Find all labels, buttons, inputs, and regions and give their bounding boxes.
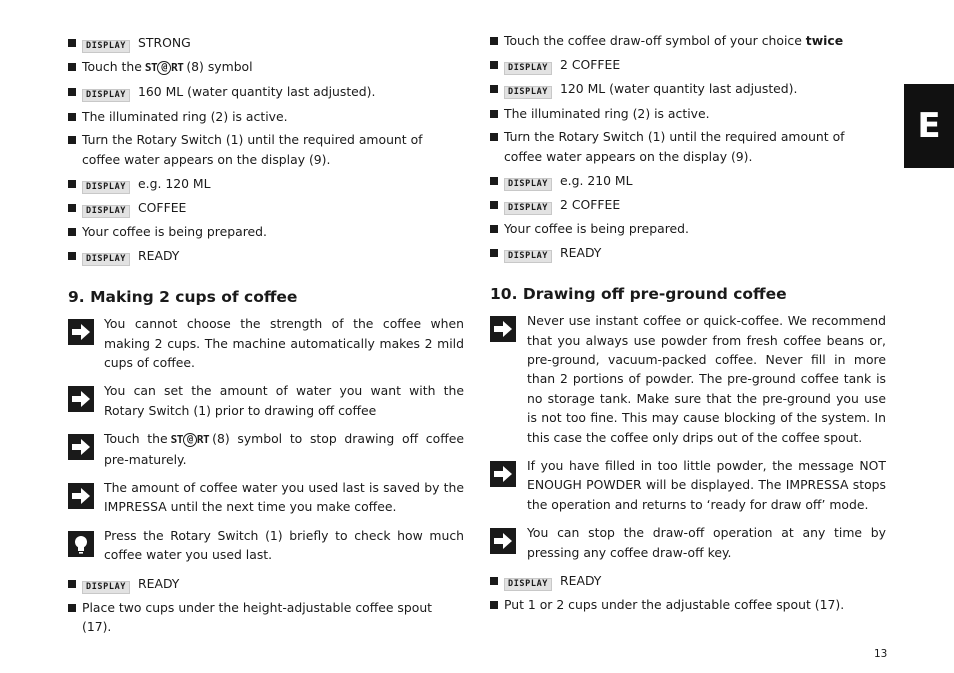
item-text: READY [138,248,180,264]
list-item [490,171,886,191]
bullet-icon [490,601,498,609]
list-item [490,243,886,263]
note-block [68,478,464,517]
item-text: Put 1 or 2 cups under the adjustable coffee spout (17). [504,597,845,613]
note-text: If you have filled in too little powder, the message NOT ENOUGH POWDER will be displayed. The IMPRESSA stops the operation and returns to ‘ready for draw off’ mode. [527,458,886,512]
display-icon: DISPLAY [504,578,552,591]
display-icon: DISPLAY [504,178,552,191]
note-text: You cannot choose the strength of the coffee when making 2 cups. The machine automatically makes 2 mild cups of coffee. [104,316,464,370]
display-icon: DISPLAY [82,40,130,53]
bullet-icon [490,61,498,69]
note-text: Never use instant coffee or quick-coffee. We recommend that you always use powder from fresh coffee beans or, pre-ground, vacuum-packed coffee. Never fill in more than 2 portions of powder. The pre-ground coffee tank is no storage tank. Make sure that the pre-ground you use is not too fine. This may cause blocking of the system. In this case the coffee only drips out of the coffee spout. [527,313,886,445]
item-text-pre: Touch the coffee draw-off symbol of your choice [504,33,802,48]
list-item [490,104,886,123]
display-icon: DISPLAY [504,86,552,99]
note-block [68,314,464,372]
note-text: The amount of coffee water you used last is saved by the IMPRESSA until the next time you make coffee. [104,480,464,515]
item-text-pre: Touch the [82,59,142,75]
note-block [490,523,886,562]
bullet-icon [68,180,76,188]
list-item [68,222,464,241]
page-number: 13 [874,648,888,660]
arrow-icon [490,316,516,342]
left-top-list [68,33,464,266]
list-item [490,195,886,215]
item-text: The illuminated ring (2) is active. [82,108,288,124]
item-text: 2 COFFEE [560,196,621,212]
bullet-icon [490,110,498,118]
arrow-icon [490,528,516,554]
note-block [490,311,886,447]
list-item [490,571,886,591]
bullet-icon [68,39,76,47]
item-text: READY [560,573,602,589]
bullet-icon [490,225,498,233]
item-text: Your coffee is being prepared. [504,221,689,237]
display-icon: DISPLAY [504,202,552,215]
list-item [68,33,464,53]
list-item [490,595,886,614]
item-text: Place two cups under the height-adjustable coffee spout (17). [82,600,433,635]
item-text: 2 COFFEE [560,56,621,72]
item-text: Turn the Rotary Switch (1) until the required amount of coffee water appears on the display (9). [82,132,423,167]
section-heading: 10. Drawing off pre-ground coffee [490,285,787,304]
item-text: Your coffee is being prepared. [82,224,267,240]
left-column [68,33,464,641]
list-item [68,174,464,194]
section-tab: E [904,84,954,168]
display-icon: DISPLAY [504,250,552,263]
bullet-icon [490,85,498,93]
arrow-icon [68,386,94,412]
right-bottom-list [490,571,886,615]
right-top-list [490,31,886,263]
item-text-bold: twice [805,33,844,48]
note-text-pre: Touch the [104,431,168,447]
item-text: 120 ML (water quantity last adjusted). [560,81,798,97]
list-item [68,198,464,218]
list-item [68,246,464,266]
list-item [490,219,886,238]
arrow-icon [490,461,516,487]
item-text: 160 ML (water quantity last adjusted). [138,84,376,100]
arrow-icon [68,434,94,460]
bullet-icon [68,88,76,96]
item-text-post: (8) symbol [186,59,253,75]
list-item [68,130,464,169]
bullet-icon [490,577,498,585]
bullet-icon [68,228,76,236]
item-text: e.g. 120 ML [138,175,211,191]
list-item [490,31,886,50]
bullet-icon [68,136,76,144]
bullet-icon [490,177,498,185]
display-icon: DISPLAY [82,181,130,194]
arrow-icon [68,483,94,509]
bullet-icon [68,604,76,612]
bullet-icon [490,133,498,141]
display-icon: DISPLAY [82,205,130,218]
right-column [490,31,886,619]
display-icon: DISPLAY [82,253,130,266]
note-text: You can stop the draw-off operation at any time by pressing any coffee draw-off key. [527,525,886,560]
list-item [68,598,464,637]
bullet-icon [68,204,76,212]
bullet-icon [68,580,76,588]
bullet-icon [68,63,76,71]
bullet-icon [68,252,76,260]
display-icon: DISPLAY [82,581,130,594]
bullet-icon [490,201,498,209]
bullet-icon [490,37,498,45]
list-item [68,107,464,126]
note-text: You can set the amount of water you want with the Rotary Switch (1) prior to drawing off coffee [104,383,464,418]
display-icon: DISPLAY [82,89,130,102]
arrow-icon [68,319,94,345]
list-item [68,57,464,77]
note-block [68,526,464,565]
item-text: READY [138,575,180,591]
list-item [490,55,886,75]
section-heading: 9. Making 2 cups of coffee [68,288,298,307]
left-bottom-list [68,574,464,637]
item-text: Turn the Rotary Switch (1) until the required amount of coffee water appears on the display (9). [504,129,845,164]
start-icon: ST @ RT [170,433,210,447]
note-block [68,429,464,469]
display-icon: DISPLAY [504,62,552,75]
list-item [68,82,464,102]
note-text-post: (8) symbol to stop drawing off coffee pre-maturely. [104,431,464,467]
note-block [68,381,464,420]
item-text: READY [560,245,602,261]
bullet-icon [68,113,76,121]
list-item [490,127,886,166]
item-text: STRONG [138,35,191,50]
note-text: Press the Rotary Switch (1) briefly to check how much coffee water you used last. [104,527,464,563]
lightbulb-icon [68,531,94,557]
start-icon: ST @ RT [144,61,184,75]
item-text: The illuminated ring (2) is active. [504,105,710,121]
list-item [490,79,886,99]
list-item [68,574,464,594]
item-text: e.g. 210 ML [560,172,633,188]
note-block [490,456,886,514]
bullet-icon [490,249,498,257]
item-text: COFFEE [138,199,187,215]
